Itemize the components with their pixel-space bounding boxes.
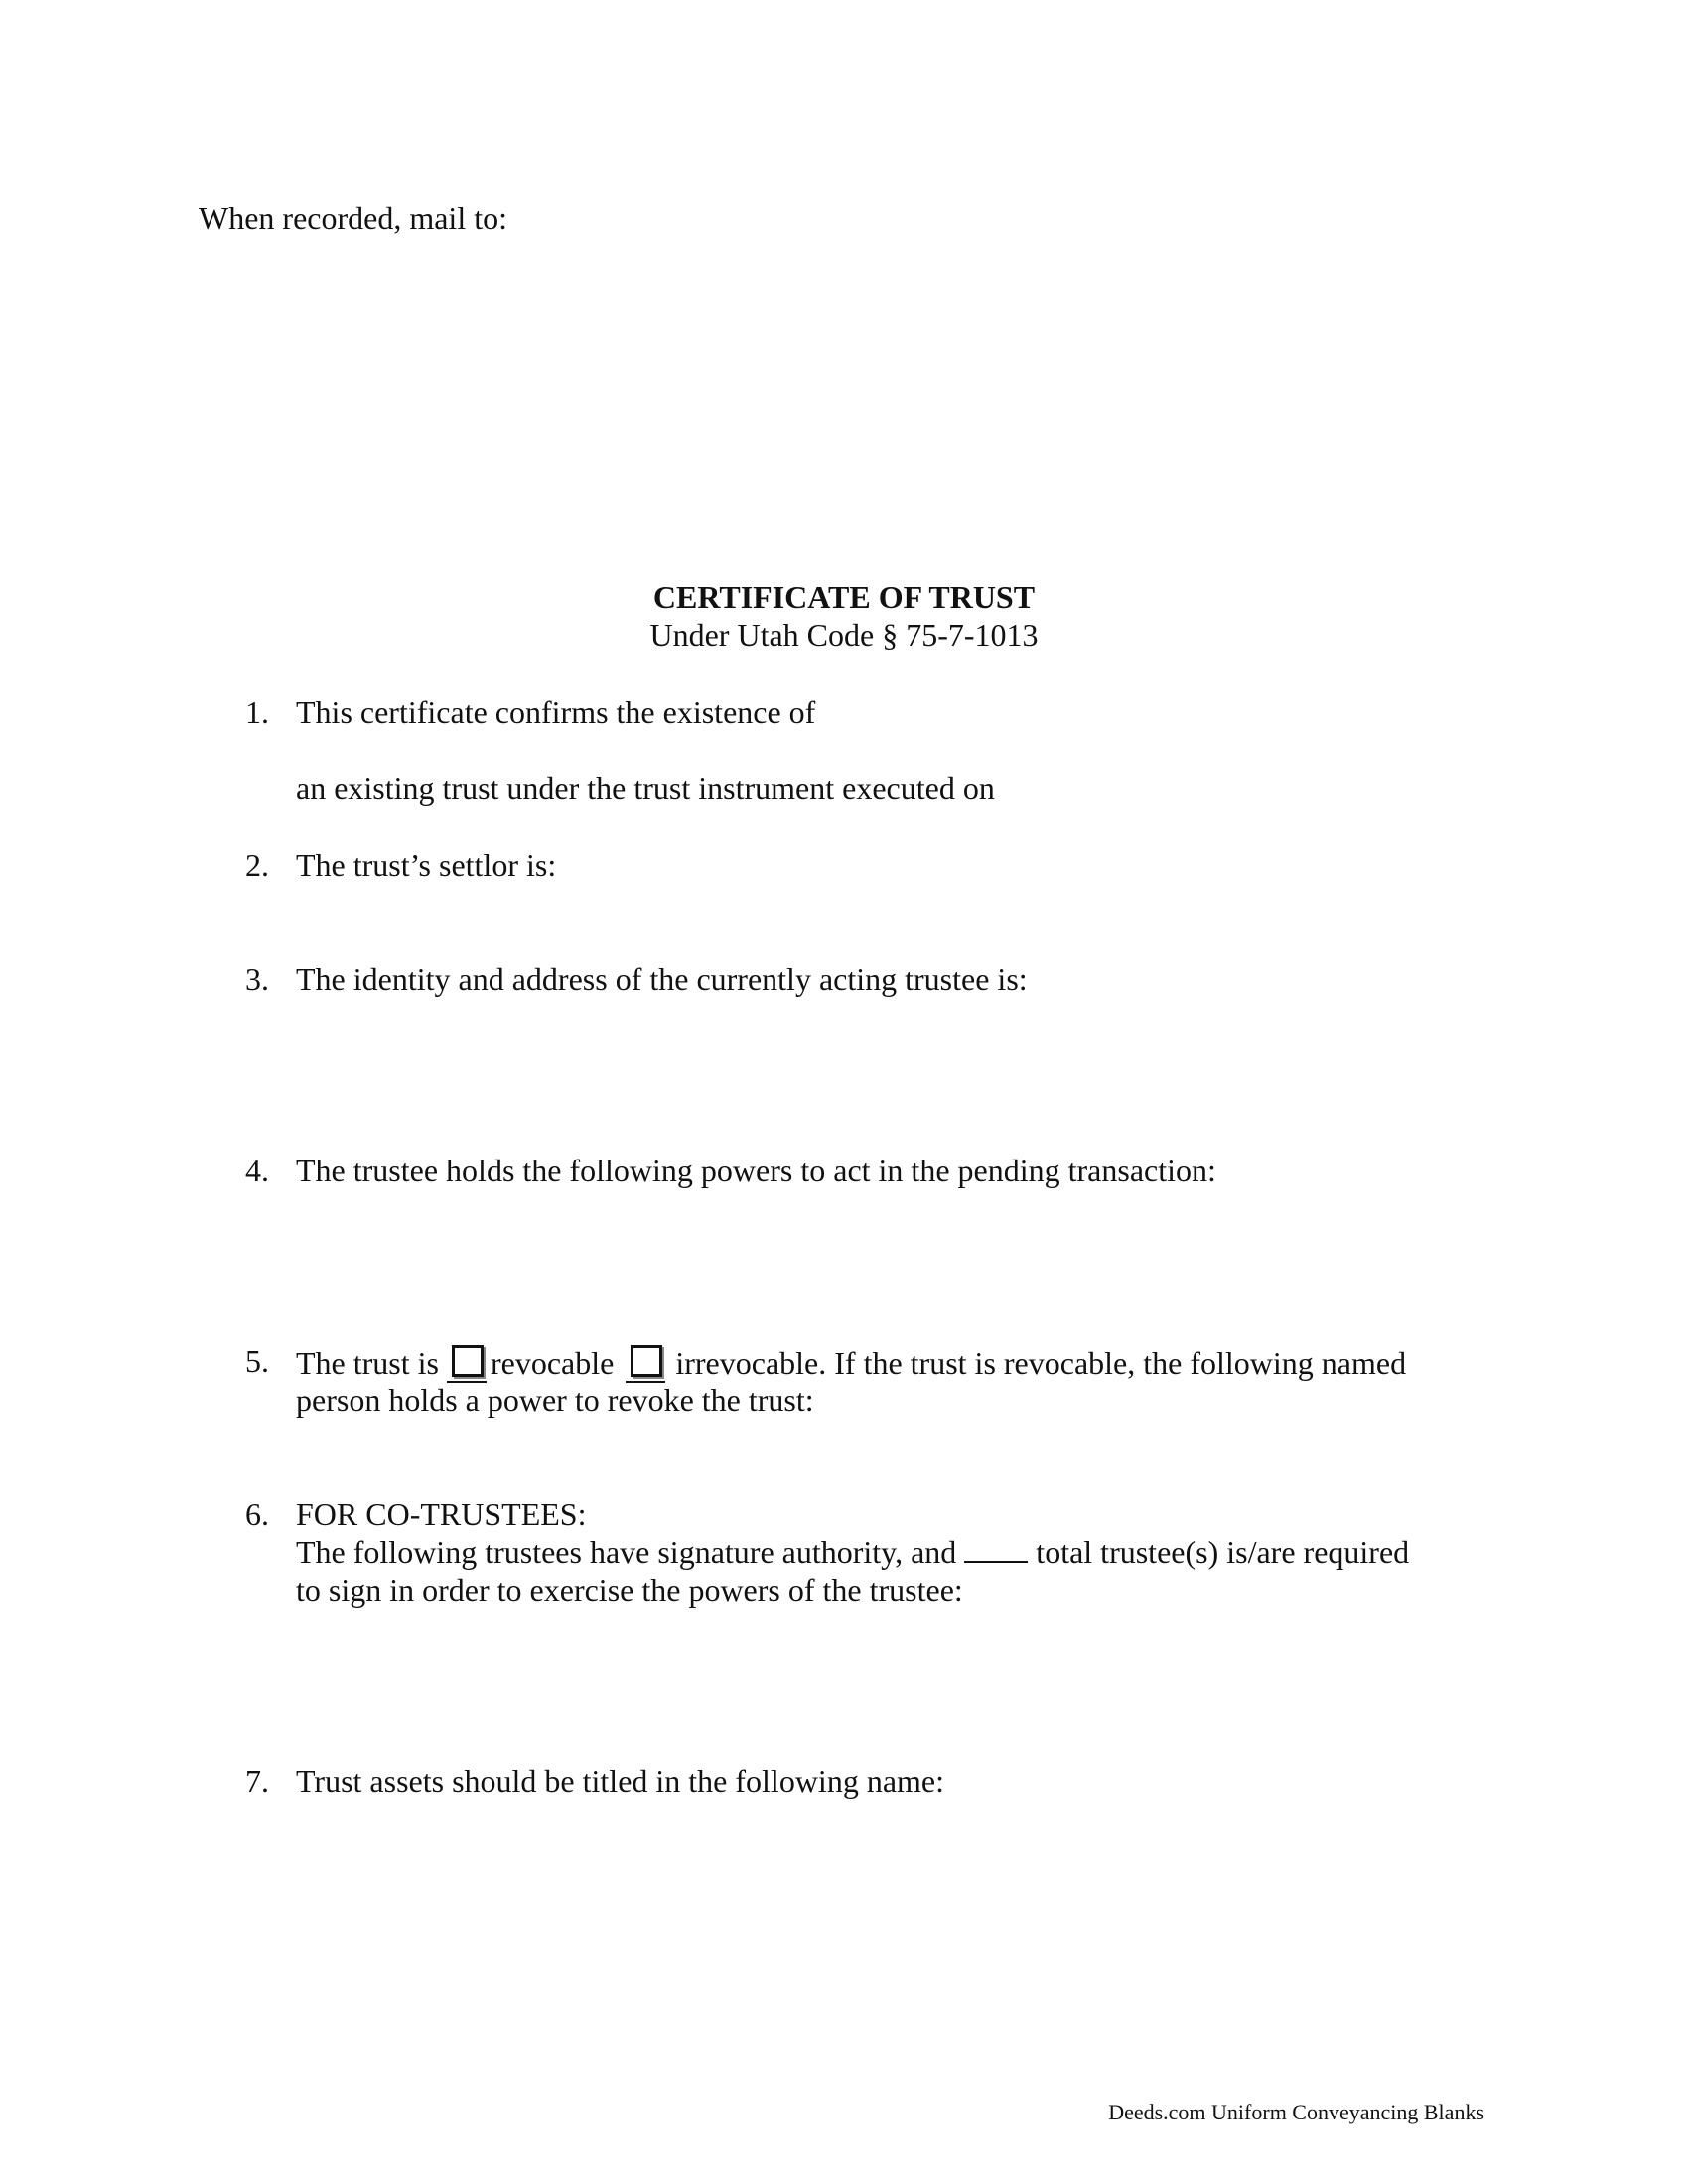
item-3-number: 3. [245, 961, 269, 997]
item-5-text [296, 1341, 1406, 1383]
irrevocable-checkbox[interactable] [626, 1341, 665, 1383]
irrevocable-label: irrevocable. If the trust is revocable, the following named [675, 1345, 1407, 1381]
item-6-number: 6. [245, 1496, 269, 1532]
document-subtitle: Under Utah Code § 75-7-1013 [649, 617, 1039, 653]
document-title: CERTIFICATE OF TRUST [652, 579, 1036, 614]
item-6-text-continued: to sign in order to exercise the powers of the trustee: [296, 1572, 963, 1608]
item-2-text: The trust’s settlor is: [296, 847, 557, 883]
item-5-number: 5. [245, 1343, 269, 1379]
item-4-number: 4. [245, 1153, 269, 1188]
item-7-number: 7. [245, 1763, 269, 1799]
item-6-heading: FOR CO-TRUSTEES: [296, 1496, 587, 1532]
item-6-text-end: total trustee(s) is/are required [1036, 1534, 1410, 1570]
item-7-text: Trust assets should be titled in the following name: [296, 1763, 944, 1799]
item-2-number: 2. [245, 847, 269, 883]
item-6-text-start: The following trustees have signature authority, and [296, 1534, 957, 1570]
item-5-text-continued: person holds a power to revoke the trust: [296, 1382, 814, 1418]
item-1-number: 1. [245, 694, 269, 730]
item-3-text: The identity and address of the currently acting trustee is: [296, 961, 1028, 997]
item-1-text-continued: an existing trust under the trust instrument executed on [296, 770, 995, 806]
mail-to-label: When recorded, mail to: [199, 201, 507, 236]
trustee-count-blank[interactable] [964, 1535, 1028, 1563]
footer-text: Deeds.com Uniform Conveyancing Blanks [1108, 2100, 1484, 2124]
item-6-text [296, 1532, 1409, 1571]
revocable-label: revocable [490, 1345, 615, 1381]
revocable-checkbox[interactable] [447, 1341, 487, 1383]
item-4-text: The trustee holds the following powers to act in the pending transaction: [296, 1153, 1216, 1188]
item-5-prefix: The trust is [296, 1345, 439, 1381]
item-1-text: This certificate confirms the existence of [296, 694, 816, 730]
